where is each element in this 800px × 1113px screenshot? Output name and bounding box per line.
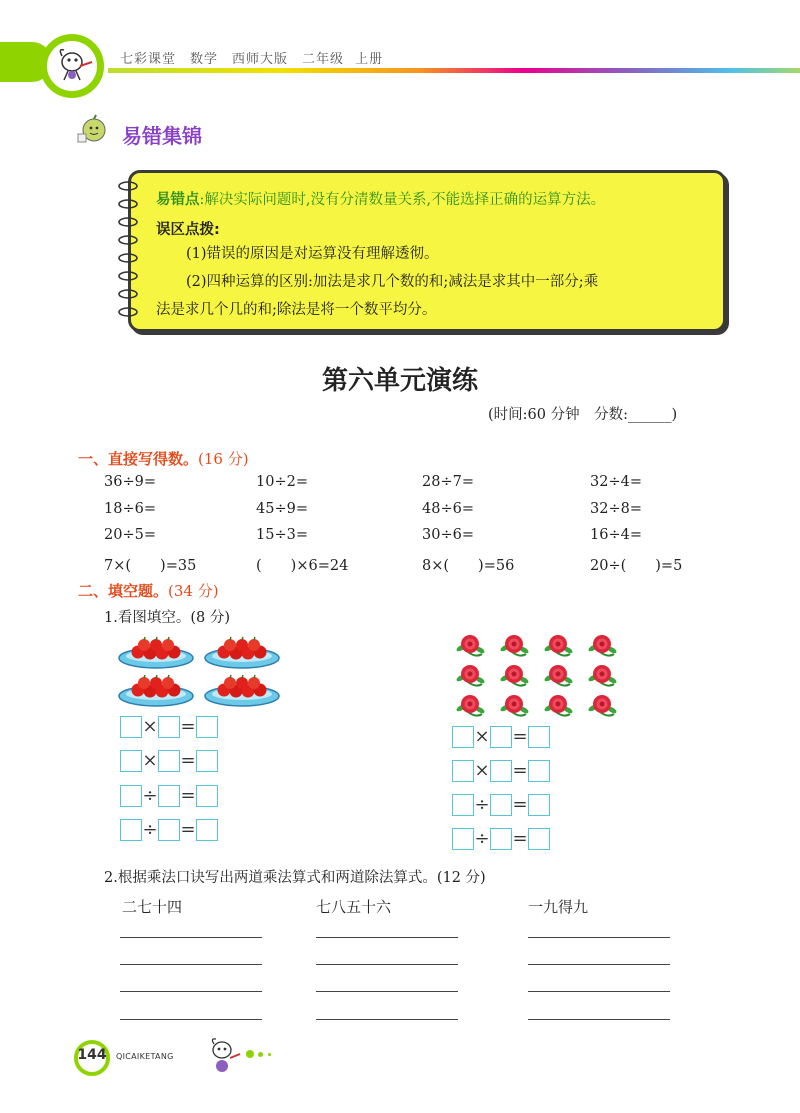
equation-row	[452, 726, 550, 748]
fruit-character-icon	[76, 114, 112, 146]
footer-mascot-icon	[204, 1036, 244, 1080]
calc-item: 20÷( )=5	[590, 558, 683, 574]
operator: ×	[142, 716, 158, 737]
rhyme-label: 七八五十六	[316, 898, 392, 916]
rhyme-label: 二七十四	[122, 898, 183, 916]
answer-line[interactable]	[316, 991, 458, 992]
calc-item: 36÷9=	[104, 474, 156, 490]
answer-box[interactable]	[196, 716, 218, 738]
part1-title	[78, 448, 249, 469]
answer-line[interactable]	[528, 1019, 670, 1020]
equation-row	[452, 828, 550, 850]
note-error-point	[156, 188, 605, 209]
note-error-text: :解决实际问题时,没有分清数量关系,不能选择正确的运算方法。	[199, 192, 606, 208]
answer-box[interactable]	[196, 819, 218, 841]
q1-title: 1.看图填空。(8 分)	[104, 610, 230, 626]
answer-box[interactable]	[452, 828, 474, 850]
note-error-label: 易错点	[156, 192, 200, 208]
unit-title: 第六单元演练	[321, 366, 478, 396]
note-tip-1: (1)错误的原因是对运算没有理解透彻。	[186, 246, 439, 262]
answer-box[interactable]	[120, 716, 142, 738]
equals-sign: =	[512, 794, 528, 815]
answer-line[interactable]	[120, 991, 262, 992]
answer-box[interactable]	[158, 750, 180, 772]
equals-sign: =	[512, 760, 528, 781]
equation-row	[120, 819, 218, 841]
answer-box[interactable]	[490, 828, 512, 850]
operator: ÷	[142, 785, 158, 806]
equation-row	[120, 716, 218, 738]
note-tips-heading: 误区点拨:	[156, 222, 220, 238]
answer-line[interactable]	[528, 937, 670, 938]
time-score-info: (时间:60 分钟 分数:______)	[488, 407, 678, 423]
calc-item: 16÷4=	[590, 527, 642, 543]
answer-box[interactable]	[528, 760, 550, 782]
calc-item: 30÷6=	[422, 527, 474, 543]
answer-box[interactable]	[158, 819, 180, 841]
answer-box[interactable]	[452, 726, 474, 748]
header-text: 七彩课堂 数学 西师大版 二年级 上册	[120, 52, 384, 67]
equals-sign: =	[512, 726, 528, 747]
calc-item: 32÷8=	[590, 501, 642, 517]
answer-box[interactable]	[490, 726, 512, 748]
calc-item: 7×( )=35	[104, 558, 197, 574]
answer-box[interactable]	[158, 716, 180, 738]
spiral-binding-icon	[116, 178, 146, 328]
equals-sign: =	[180, 819, 196, 840]
calc-item: 18÷6=	[104, 501, 156, 517]
decor-dot	[258, 1052, 263, 1057]
answer-line[interactable]	[316, 937, 458, 938]
answer-box[interactable]	[120, 750, 142, 772]
apple-plates-image	[118, 628, 288, 708]
part1-title-text: 一、直接写得数。	[78, 450, 199, 468]
header-rainbow-stripe	[108, 68, 800, 73]
answer-box[interactable]	[158, 785, 180, 807]
rhyme-label: 一九得九	[528, 898, 589, 916]
equals-sign: =	[180, 716, 196, 737]
note-tip-2-cont: 法是求几个几的和;除法是将一个数平均分。	[156, 302, 437, 318]
answer-line[interactable]	[120, 1019, 262, 1020]
calc-item: 20÷5=	[104, 527, 156, 543]
page-number: 144	[77, 1047, 107, 1063]
answer-line[interactable]	[120, 937, 262, 938]
answer-box[interactable]	[528, 794, 550, 816]
equals-sign: =	[512, 828, 528, 849]
part1-score: (16 分)	[198, 450, 249, 468]
answer-box[interactable]	[528, 726, 550, 748]
answer-line[interactable]	[316, 964, 458, 965]
answer-line[interactable]	[528, 964, 670, 965]
answer-line[interactable]	[528, 991, 670, 992]
part2-title-text: 二、填空题。	[78, 582, 169, 600]
equation-row	[452, 794, 550, 816]
equals-sign: =	[180, 750, 196, 771]
answer-box[interactable]	[452, 794, 474, 816]
answer-box[interactable]	[490, 794, 512, 816]
section-title: 易错集锦	[122, 124, 202, 148]
note-tip-2: (2)四种运算的区别:加法是求几个数的和;减法是求其中一部分;乘	[186, 274, 599, 290]
operator: ×	[474, 726, 490, 747]
calc-item: 28÷7=	[422, 474, 474, 490]
calc-item: 8×( )=56	[422, 558, 515, 574]
operator: ×	[142, 750, 158, 771]
answer-box[interactable]	[490, 760, 512, 782]
answer-box[interactable]	[120, 819, 142, 841]
calc-item: 32÷4=	[590, 474, 642, 490]
equation-row	[452, 760, 550, 782]
footer-brand: QICAIKETANG	[116, 1052, 174, 1061]
calc-item: 48÷6=	[422, 501, 474, 517]
answer-box[interactable]	[528, 828, 550, 850]
answer-box[interactable]	[120, 785, 142, 807]
answer-box[interactable]	[196, 785, 218, 807]
flowers-image	[452, 630, 622, 720]
answer-box[interactable]	[452, 760, 474, 782]
operator: ×	[474, 760, 490, 781]
calc-item: 15÷3=	[256, 527, 308, 543]
mascot-icon	[50, 42, 96, 88]
answer-box[interactable]	[196, 750, 218, 772]
decor-dot	[246, 1050, 254, 1058]
operator: ÷	[474, 794, 490, 815]
q2-title: 2.根据乘法口诀写出两道乘法算式和两道除法算式。(12 分)	[104, 870, 486, 886]
operator: ÷	[474, 828, 490, 849]
calc-item: ( )×6=24	[256, 558, 349, 574]
decor-dot	[268, 1053, 271, 1056]
calc-item: 10÷2=	[256, 474, 308, 490]
operator: ÷	[142, 819, 158, 840]
part2-score: (34 分)	[168, 582, 219, 600]
answer-line[interactable]	[316, 1019, 458, 1020]
part2-title	[78, 580, 219, 601]
answer-line[interactable]	[120, 964, 262, 965]
equation-row	[120, 785, 218, 807]
calc-item: 45÷9=	[256, 501, 308, 517]
equation-row	[120, 750, 218, 772]
equals-sign: =	[180, 785, 196, 806]
